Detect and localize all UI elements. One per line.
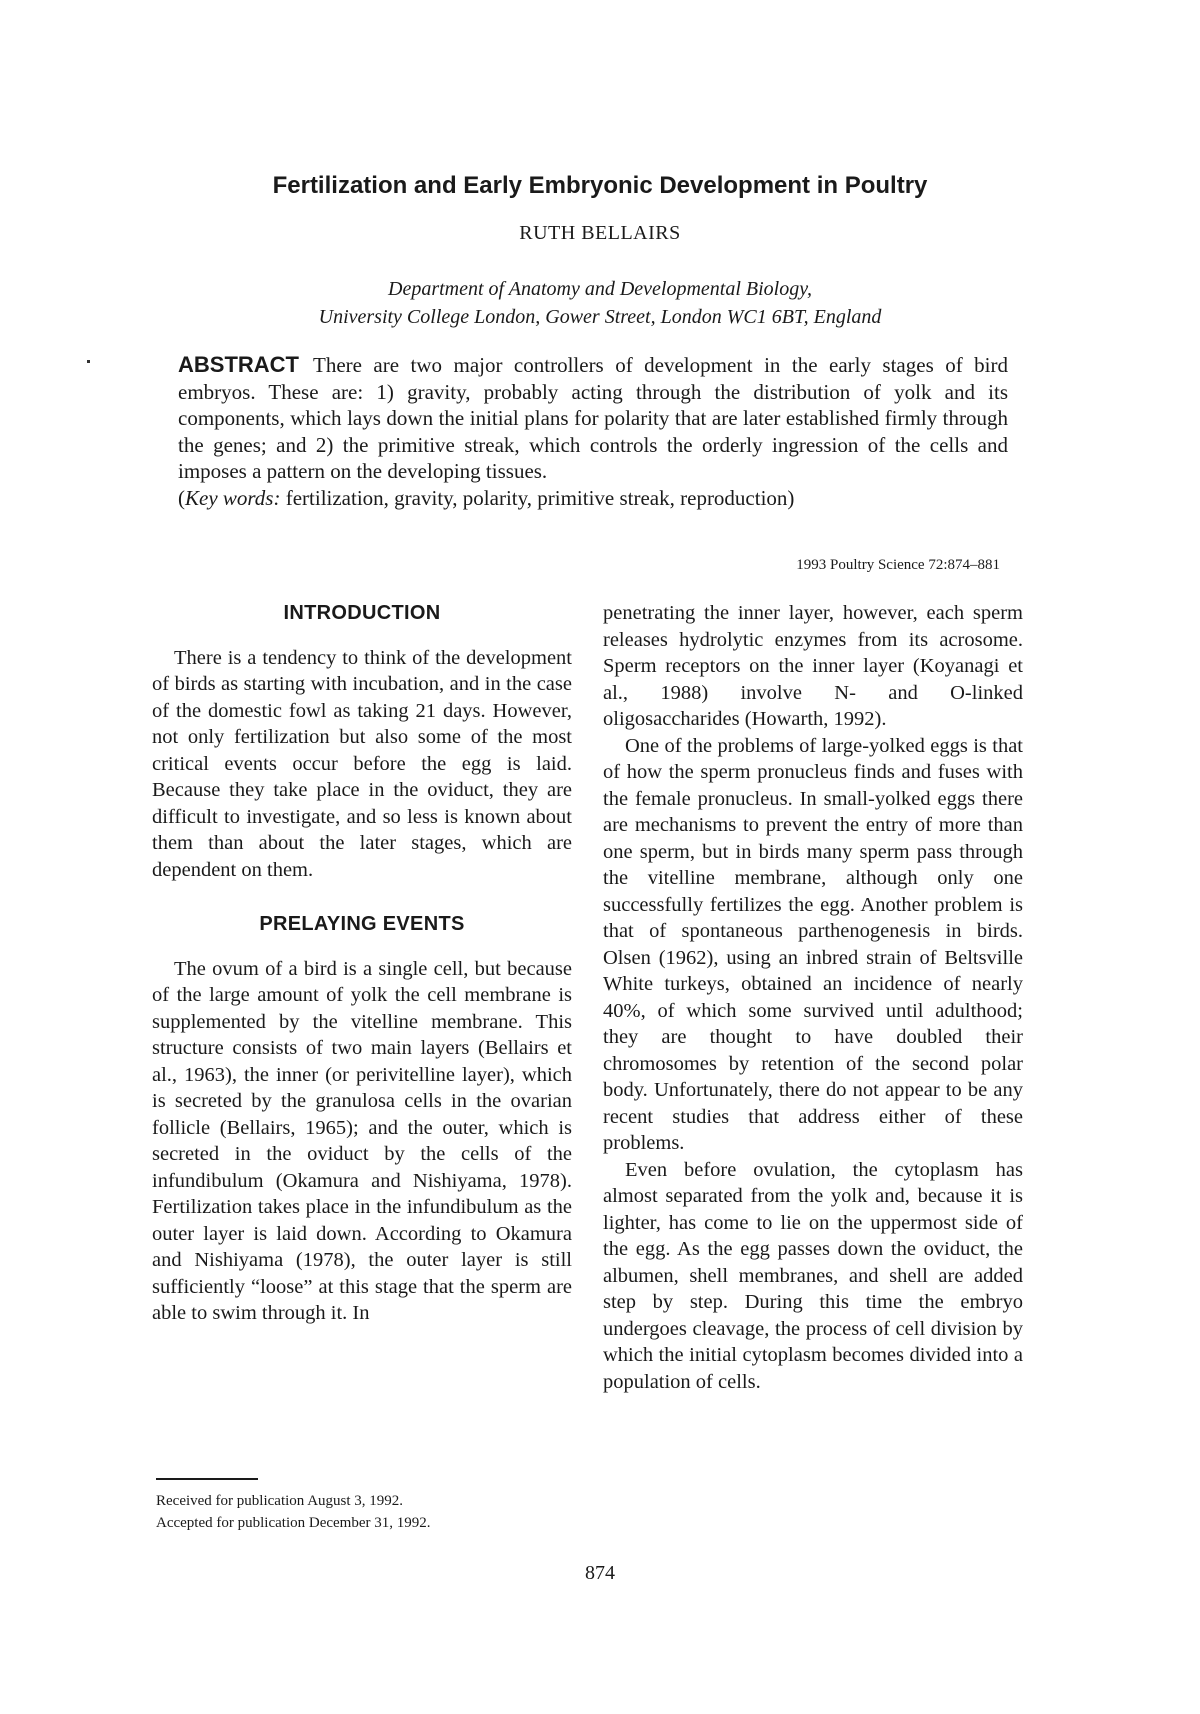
keywords-list: fertilization, gravity, polarity, primitive streak, reproduction) xyxy=(285,485,795,510)
keywords-line xyxy=(178,485,1008,512)
right-paragraph-1: penetrating the inner layer, however, each sperm releases hydrolytic enzymes from its acrosome. Sperm receptors on the inner layer (Koyanagi et al., 1988) involve N- and O-linked oligosaccharides (Howarth, 1992). xyxy=(603,602,1023,730)
left-column xyxy=(152,600,572,1327)
author-affiliation xyxy=(150,275,1050,331)
margin-dot xyxy=(87,360,90,363)
right-column xyxy=(603,600,1023,1395)
affiliation-line-1: Department of Anatomy and Developmental Biology, xyxy=(388,278,812,300)
affiliation-line-2: University College London, Gower Street, London WC1 6BT, England xyxy=(318,306,882,328)
right-paragraph-2: One of the problems of large-yolked eggs is that of how the sperm pronucleus finds and fuses with the female pronucleus. In small-yolked eggs there are mechanisms to prevent the entry of more than one sperm, but in birds many sperm pass through the vitelline membrane, although only one successfully fertilizes the egg. Another problem is that of spontaneous parthenogenesis in birds. Olsen (1962), using an inbred strain of Beltsville White turkeys, obtained an incidence of nearly 40%, of which some survived until adulthood; they are thought to have doubled their chromosomes by retention of the second polar body. Unfortunately, there do not appear to be any recent studies that address either of these problems. xyxy=(603,734,1023,1154)
keywords-label: Key words: xyxy=(185,485,281,510)
introduction-heading: INTRODUCTION xyxy=(283,602,441,624)
journal-citation: 1993 Poultry Science 72:874–881 xyxy=(796,557,1000,573)
right-paragraph-3: Even before ovulation, the cytoplasm has almost separated from the yolk and, because it is lighter, has come to lie on the uppermost side of the egg. As the egg passes down the oviduct, the albumen, shell membranes, and shell are added step by step. During this time the embryo undergoes cleavage, the process of cell division by which the initial cytoplasm becomes divided into a population of cells. xyxy=(603,1158,1023,1393)
prelaying-events-paragraph: The ovum of a bird is a single cell, but because of the large amount of yolk the cell membrane is supplemented by the vitelline membrane. This structure consists of two main layers (Bellairs et al., 1963), the inner (or perivitelline layer), which is secreted by the granulosa cells in the ovarian follicle (Bellairs, 1965); and the outer, which is secreted in the oviduct by the cells of the infundibulum (Okamura and Nishiyama, 1978). Fertilization takes place in the infundibulum as the outer layer is laid down. According to Okamura and Nishiyama (1978), the outer layer is still sufficiently “loose” at this stage that the sperm are able to swim through it. In xyxy=(152,957,572,1324)
prelaying-events-heading: PRELAYING EVENTS xyxy=(259,913,465,935)
footnote-accepted: Accepted for publication December 31, 1992. xyxy=(156,1515,431,1531)
introduction-paragraph: There is a tendency to think of the development of birds as starting with incubation, and in the case of the domestic fowl as taking 21 days. However, not only fertilization but also some of the most critical events occur before the egg is laid. Because they take place in the oviduct, they are difficult to investigate, and so less is known about them than about the later stages, which are dependent on them. xyxy=(152,646,572,881)
abstract-label: ABSTRACT xyxy=(178,352,299,377)
footnotes xyxy=(156,1490,576,1534)
abstract-block xyxy=(178,352,1008,511)
author-name: RUTH BELLAIRS xyxy=(519,222,681,244)
abstract-paragraph xyxy=(178,352,1008,485)
keywords-open-paren: ( xyxy=(178,485,185,510)
page-number: 874 xyxy=(585,1562,615,1584)
abstract-text: There are two major controllers of development in the early stages of bird embryos. These are: 1) gravity, probably acting through the distribution of yolk and its components, which lays down the initial plans for polarity that are later established firmly through the genes; and 2) the primitive streak, which controls the orderly ingression of the cells and imposes a pattern on the developing tissues. xyxy=(178,353,1008,483)
footnote-rule xyxy=(156,1478,258,1480)
article-title: Fertilization and Early Embryonic Development in Poultry xyxy=(272,172,928,199)
footnote-received: Received for publication August 3, 1992. xyxy=(156,1493,404,1509)
